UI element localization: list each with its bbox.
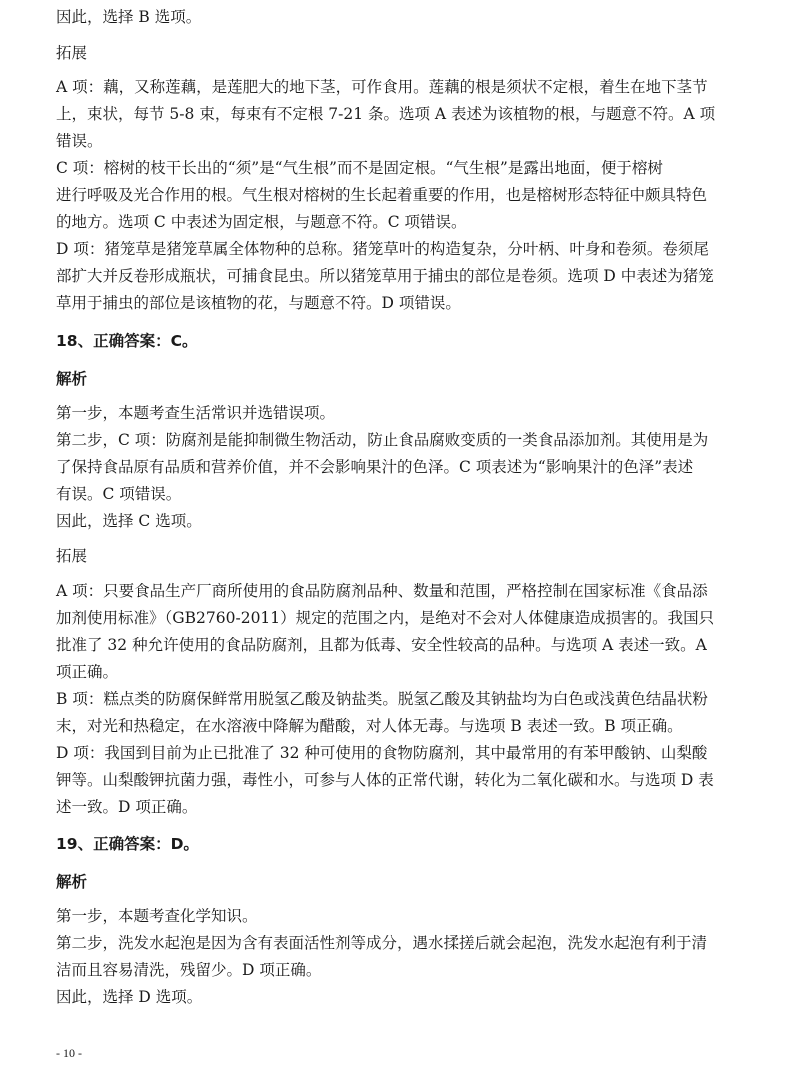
page-number: - 10 - [56,1046,82,1060]
q19-step2-line2: 洁而且容易清洗，残留少。D 项正确。 [56,961,322,979]
q18-option-b-line1: B 项：糕点类的防腐保鲜常用脱氢乙酸及钠盐类。脱氢乙酸及其钠盐均为白色或浅黄色结晶状粉 [56,690,708,708]
q17-option-a-line2: 上，束状，每节 5-8 束，每束有不定根 7-21 条。选项 A 表述为该植物的根，与题意不符。A 项 [56,105,716,123]
q17-conclusion: 因此，选择 B 选项。 [56,8,202,26]
q18-step2-line3: 有误。C 项错误。 [56,485,182,503]
q18-answer-heading: 18、正确答案：C。 [56,332,198,350]
q17-option-c-line2: 进行呼吸及光合作用的根。气生根对榕树的生长起着重要的作用，也是榕树形态特征中颇具特色 [56,186,708,204]
q18-option-a-line3: 批准了 32 种允许使用的食品防腐剂，且都为低毒、安全性较高的品种。与选项 A 表述一致。A [56,636,707,654]
q19-conclusion: 因此，选择 D 选项。 [56,988,203,1006]
q18-step2-line2: 了保持食品原有品质和营养价值，并不会影响果汁的色泽。C 项表述为“影响果汁的色泽”表述 [56,458,694,476]
q17-option-c-line3: 的地方。选项 C 中表述为固定根，与题意不符。C 项错误。 [56,213,467,231]
q17-option-c-line1: C 项：榕树的枝干长出的“须”是“气生根”而不是固定根。“气生根”是露出地面，便于榕树 [56,159,663,177]
q19-analysis-heading: 解析 [56,873,88,891]
q18-conclusion: 因此，选择 C 选项。 [56,512,202,530]
q18-expand-title: 拓展 [56,547,88,565]
q18-step1: 第一步，本题考查生活常识并选错误项。 [56,404,336,422]
q18-option-a-line4: 项正确。 [56,663,119,681]
q17-option-d-line3: 草用于捕虫的部位是该植物的花，与题意不符。D 项错误。 [56,294,461,312]
q17-option-a-line1: A 项：藕，又称莲藕，是莲肥大的地下茎，可作食用。莲藕的根是须状不定根，着生在地下茎节 [56,78,708,96]
q18-option-a-line1: A 项：只要食品生产厂商所使用的食品防腐剂品种、数量和范围，严格控制在国家标准《食品添 [56,582,708,600]
q18-option-b-line2: 末，对光和热稳定，在水溶液中降解为醋酸，对人体无毒。与选项 B 表述一致。B 项正确。 [56,717,683,735]
q17-option-d-line2: 部扩大并反卷形成瓶状，可捕食昆虫。所以猪笼草用于捕虫的部位是卷须。选项 D 中表述为猪笼 [56,267,714,285]
q18-option-d-line3: 述一致。D 项正确。 [56,798,198,816]
q18-option-d-line2: 钾等。山梨酸钾抗菌力强，毒性小，可参与人体的正常代谢，转化为二氧化碳和水。与选项 D 表 [56,771,714,789]
q19-answer-heading: 19、正确答案：D。 [56,835,199,853]
q19-step1: 第一步，本题考查化学知识。 [56,907,258,925]
q17-option-a-line3: 错误。 [56,132,103,150]
q17-expand-title: 拓展 [56,44,88,62]
q18-step2-line1: 第二步，C 项：防腐剂是能抑制微生物活动，防止食品腐败变质的一类食品添加剂。其使用是为 [56,431,709,449]
q19-step2-line1: 第二步，洗发水起泡是因为含有表面活性剂等成分，遇水揉搓后就会起泡，洗发水起泡有利于清 [56,934,708,952]
q17-option-d-line1: D 项：猪笼草是猪笼草属全体物种的总称。猪笼草叶的构造复杂，分叶柄、叶身和卷须。卷须尾 [56,240,709,258]
q18-option-d-line1: D 项：我国到目前为止已批准了 32 种可使用的食物防腐剂，其中最常用的有苯甲酸钠、山梨酸 [56,744,708,762]
q18-option-a-line2: 加剂使用标准》（GB2760-2011）规定的范围之内，是绝对不会对人体健康造成损害的。我国只 [56,609,715,627]
q18-analysis-heading: 解析 [56,370,88,388]
